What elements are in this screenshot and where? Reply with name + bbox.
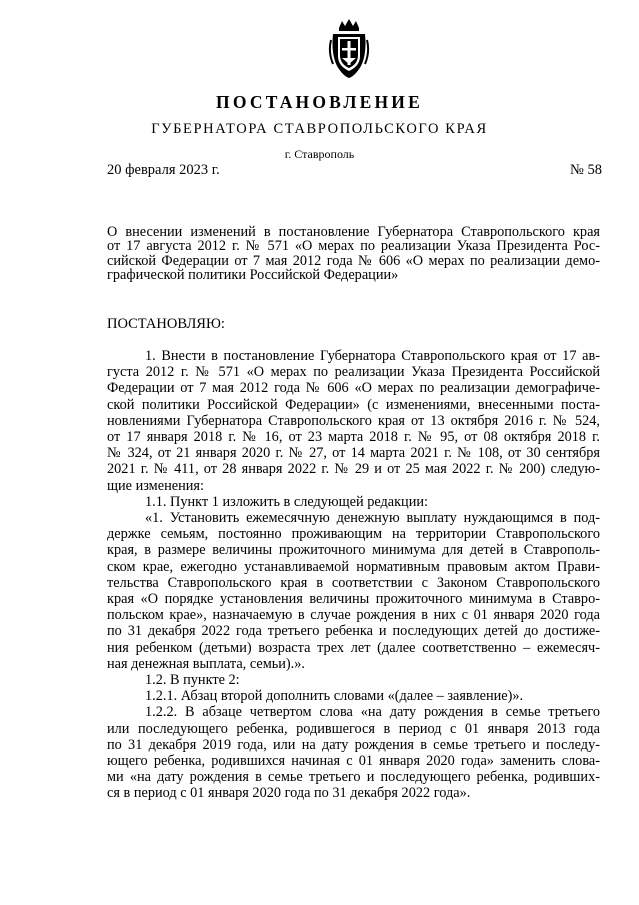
body-line: новлениями Губернатора Ставропольского края от 13 октября 2016 г. № 524,	[107, 412, 600, 429]
subject-line: графической политики Российской Федерации»	[107, 266, 399, 283]
body-line: тельства Ставропольского края в соответствии с Законом Ставропольского	[107, 574, 600, 591]
body-line: края «О порядке установления величины прожиточного минимума в Ставро-	[107, 591, 600, 608]
body-line: края, в размере величины прожиточного минимума для детей в Ставрополь-	[107, 542, 600, 559]
body-line: ском крае, ежегодно устанавливаемой нормативным правовым актом Прави-	[107, 558, 600, 575]
body-line: 1. Внести в постановление Губернатора Ставропольского края от 17 ав-	[145, 348, 600, 364]
document-type-heading: ПОСТАНОВЛЕНИЕ	[216, 92, 423, 112]
body-line: ющего ребенка, родившихся начиная с 01 января 2020 года» заменить слова-	[107, 753, 600, 770]
coat-of-arms-emblem	[327, 18, 371, 80]
decree-word: ПОСТАНОВЛЯЮ:	[107, 316, 225, 332]
body-line: ная денежная выплата, семьи).».	[107, 655, 305, 672]
body-line: по 31 декабря 2019 года, или на дату рождения в семье третьего и последу-	[107, 736, 600, 753]
body-line: 1.1. Пункт 1 изложить в следующей редакции:	[145, 493, 428, 510]
body-line: ской политики Российской Федерации» (с изменениями, внесенными поста-	[107, 396, 600, 413]
body-line: ния ребенком (детьми) возраста трех лет (далее соответственно – ежемесяч-	[107, 639, 600, 656]
document-number: № 58	[570, 162, 602, 178]
document-subject	[107, 225, 600, 282]
body-line: 1.2.1. Абзац второй дополнить словами «(далее – заявление)».	[145, 688, 524, 705]
body-line: 2021 г. № 411, от 28 января 2022 г. № 29 и от 25 мая 2022 г. № 200) следую-	[107, 461, 600, 478]
subject-line: О внесении изменений в постановление Губернатора Ставропольского края	[107, 224, 600, 240]
body-line: ся в период с 01 января 2020 года по 31 декабря 2022 года».	[107, 785, 471, 802]
body-line: 1.2. В пункте 2:	[145, 672, 240, 689]
body-line: ми «на дату рождения в семье третьего и последующего ребенка, родивших-	[107, 769, 600, 786]
body-line: держке семьям, постоянно проживающим на территории Ставропольского	[107, 526, 600, 543]
city-label: г. Ставрополь	[284, 147, 355, 161]
body-line: 1.2.2. В абзаце четвертом слова «на дату рождения в семье третьего	[145, 704, 600, 721]
body-line: по 31 декабря 2022 года третьего ребенка и последующих детей до достиже-	[107, 623, 600, 640]
body-line: «1. Установить ежемесячную денежную выплату нуждающимся в под-	[145, 510, 600, 527]
body-line: или последующего ребенка, родившегося в период с 01 января 2013 года	[107, 720, 600, 737]
subject-line: от 17 августа 2012 г. № 571 «О мерах по реализации Указа Президента Рос-	[107, 238, 600, 255]
body-line: густа 2012 г. № 571 «О мерах по реализации Указа Президента Российской	[107, 364, 600, 381]
subject-line: сийской Федерации от 7 мая 2012 года № 606 «О мерах по реализации демо-	[107, 252, 600, 269]
body-line: от 17 января 2018 г. № 16, от 23 марта 2018 г. № 95, от 08 октября 2018 г.	[107, 429, 600, 446]
body-line: щие изменения:	[107, 477, 204, 494]
body-line: № 324, от 21 января 2020 г. № 27, от 14 марта 2021 г. № 108, от 30 сентября	[107, 445, 600, 462]
body-line: польском крае», назначаемую в случае рождения в них с 01 января 2020 года	[107, 607, 600, 624]
body-line: Федерации от 7 мая 2012 года № 606 «О мерах по реализации демографиче-	[107, 380, 600, 397]
document-body	[107, 348, 600, 802]
document-date: 20 февраля 2023 г.	[107, 162, 220, 178]
issuer-heading: ГУБЕРНАТОРА СТАВРОПОЛЬСКОГО КРАЯ	[151, 121, 488, 137]
